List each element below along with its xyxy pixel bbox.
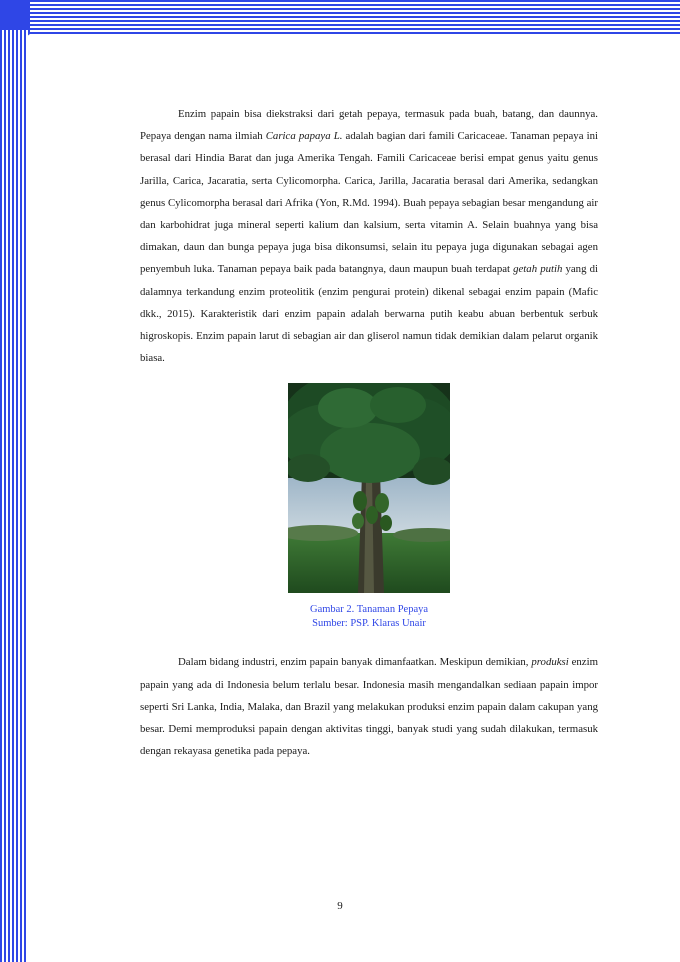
page-content: [140, 103, 598, 762]
figure-papaya-plant: [140, 383, 598, 631]
paragraph-text: yang di dalamnya terkandung enzim proteolitik (enzim pengurai protein) dikenal sebagai enzim papain (Mafic dkk., 2015). Karakteristik dari enzim papain adalah berwarna putih keabu abuan berbentuk serbuk higroskopis. Enzim papain larut di sebagian air dan gliserol namun tidak demikian dalam pelarut organik biasa.: [140, 263, 598, 365]
paragraph-text: enzim papain yang ada di Indonesia belum terlalu besar. Indonesia masih mengandalkan sediaan papain impor seperti Sri Lanka, India, Malaka, dan Brazil yang melakukan produksi enzim papain dalam cakupan yang besar. Demi memproduksi papain dengan aktivitas tinggi, banyak studi yang sudah dilakukan, termasuk dengan rekayasa genetika pada pepaya.: [140, 656, 598, 758]
papaya-tree-photo: [288, 383, 450, 593]
left-border-stripes: [0, 30, 28, 962]
caption-title: Gambar 2. Tanaman Pepaya: [309, 604, 429, 616]
paragraph-papain-extraction: [140, 103, 598, 369]
page-number: 9: [337, 900, 343, 912]
paragraph-papain-industry: [140, 651, 598, 762]
caption-source: Sumber: PSP. Klaras Unair: [312, 618, 426, 630]
top-border-stripes: [30, 0, 680, 34]
italic-term: produksi: [531, 656, 569, 669]
paragraph-text: Dalam bidang industri, enzim papain banyak dimanfaatkan. Meskipun demikian,: [178, 656, 532, 669]
scientific-name: Carica papaya L.: [265, 130, 343, 143]
italic-term: getah putih: [513, 263, 563, 276]
paragraph-text: Enzim papain bisa diekstraksi dari getah pepaya, termasuk pada buah, batang, dan daunnya. Pepaya dengan nama ilmiah: [140, 108, 598, 143]
paragraph-text: adalah bagian dari famili Caricaceae. Tanaman pepaya ini berasal dari Hindia Barat dan juga Amerika Tengah. Famili Caricaceae berisi empat genus yaitu genus Jarilla, Carica, Jacaratia, serta Cylicomorpha. Carica, Jarilla, Jacaratia berasal dari Amerika, sedangkan genus Cylicomorpha berasal dari Afrika (Yon, R.Md. 1994). Buah pepaya sebagian besar mengandung air dan karbohidrat juga mineral seperti kalium dan kalsium, serta vitamin A. Selain buahnya yang bisa dimakan, daun dan bunga pepaya juga bisa dikonsumsi, selain itu pepaya juga digunakan sebagai agen penyembuh luka. Tanaman pepaya baik pada batangnya, daun maupun buah terdapat: [140, 130, 598, 276]
figure-caption: [140, 603, 598, 631]
